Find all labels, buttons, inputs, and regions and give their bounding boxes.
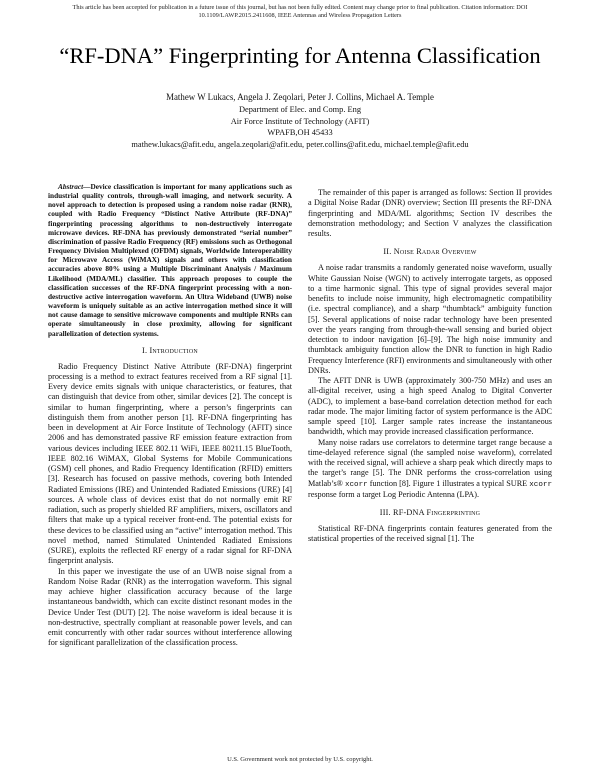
intro-paragraph-1: Radio Frequency Distinct Native Attribute (RF-DNA) fingerprint processing is a method to extract features received from a RF signal [1]. Every device emits signals with unique characteristics, or features, that can distinguish that device from other, similar devices [2]. The concept is similar to human fingerprinting, where a person’s fingerprints can distinguish them from another person [1]. RF-DNA fingerprinting has been in development at Air Force Institute of Technology (AFIT) since 2006 and has demonstrated passive RF emission feature extraction from various devices including IEEE 802.11 WiFi, IEEE 80211.15 BlueTooth, IEEE 802.16 WiMAX, Global Systems for Mobile Communications (GSM) cell phones, and Radio Frequency Identification (RFID) emitters [3]. Research has focused on passive methods, covering both Intended Radiated Emissions (IRE) and Unintended Radiated Emissions (URE) [4] sources. A whole class of devices exist that do not normally emit RF radiation, such as properly shielded RF amplifiers, mixers, oscillators and filters that make up a typical receiver front-end. The potential exists for these devices to be classified using an “active” interrogation method. This novel method, named Stimulated Unintended Radiated Emissions (SURE), exploits the reflected RF energy of a radar signal for RF-DNA fingerprint analysis. xyxy=(48,361,292,566)
rfdna-paragraph-1: Statistical RF-DNA fingerprints contain features generated from the statistical properties of the received signal [1]. The xyxy=(308,524,552,544)
xcorr-code-1: xcorr xyxy=(344,480,368,489)
publication-notice xyxy=(4,4,596,20)
author-emails: mathew.lukacs@afit.edu, angela.zeqolari@afit.edu, peter.collins@afit.edu, michael.temple@afit.edu xyxy=(131,140,469,149)
department: Department of Elec. and Comp. Eng xyxy=(238,105,362,114)
copyright-footer: U.S. Government work not protected by U.S. copyright. xyxy=(227,756,373,763)
institute: Air Force Institute of Technology (AFIT) xyxy=(230,116,370,126)
noise-p3-text-b: function [8]. Figure 1 illustrates a typical SURE xyxy=(367,478,530,488)
left-column xyxy=(48,182,292,649)
notice-line-1: This article has been accepted for publication in a future issue of this journal, but has not been fully edited. Content may change prior to final publication. Citation information: DOI xyxy=(72,4,528,11)
paper-title: “RF-DNA” Fingerprinting for Antenna Classification xyxy=(59,43,541,68)
xcorr-code-2: xcorr xyxy=(529,480,553,489)
noise-p3-text-c: response form a target Log Periodic Antenna (LPA). xyxy=(308,489,479,499)
noise-paragraph-2: The AFIT DNR is UWB (approximately 300-750 MHz) and uses an all-digital receiver, using a high speed Analog to Digital Converter (ADC), to implement a base-band correlation detection method for each radar mode. The major limiting factor of system performance is the ADC sample speed [10]. Larger sample rates increase the instantaneous bandwidth, which may provide increased classification performance. xyxy=(308,376,552,437)
noise-paragraph-3 xyxy=(308,438,552,501)
noise-p3-text-a: Many noise radars use correlators to determine target range because a time-delayed reference signal (the sampled noise waveform), correlated with the received signal, will achieve a sharp peak which directly maps to the target’s range [5]. The DNR performs the cross-correlation using Matlab’s® xyxy=(308,437,552,488)
notice-line-2: 10.1109/LAWP.2015.2411608, IEEE Antennas and Wireless Propagation Letters xyxy=(198,12,402,19)
location: WPAFB,OH 45433 xyxy=(267,128,333,137)
right-column xyxy=(308,182,552,545)
author-list: Mathew W Lukacs, Angela J. Zeqolari, Peter J. Collins, Michael A. Temple xyxy=(166,92,434,102)
abstract-label: Abstract xyxy=(58,182,84,191)
section-heading-rf-dna: III. RF-DNA Fingerprinting xyxy=(379,508,481,517)
noise-paragraph-1: A noise radar transmits a randomly generated noise waveform, usually White Gaussian Noise (WGN) to actively interrogate targets, as opposed to a time harmonic signal. This type of signal provides several major benefits to include noise immunity, high electromagnetic compatibility (i.e. spectral compliance), and a sharp “thumbtack” ambiguity function [5]. Several applications of noise radar technology have been presented over the years ranging from through-the-wall sensing and buried object detection to indoor navigation [6]–[9]. The high noise immunity and thumbtack ambiguity function allow the DNR to function in high Radio Frequency Interference (RFI) environments and simultaneously with other DNRs. xyxy=(308,263,552,375)
section-heading-noise-radar: II. Noise Radar Overview xyxy=(383,247,477,257)
abstract-text: —Device classification is important for many applications such as industrial quality controls, through-wall imaging, and network security. A novel approach to detection is proposed using a random noise radar (RNR), coupled with Radio Frequency “Distinct Native Attribute (RF-DNA)” fingerprinting processing algorithms to non-destructively interrogate microwave devices. RF-DNA has previously demonstrated “serial number” discrimination of passive Radio Frequency (RF) emissions such as Orthogonal Frequency Division Multiplexed (OFDM) signals, Worldwide Interoperability for Microwave Access (WiMAX) signals and others with classification accuracies above 80% using a Multiple Discriminant Analysis / Maximum Likelihood (MDA/ML) classifier. This approach proposes to couple the classification successes of the RF-DNA fingerprint processing with a non-destructive active interrogation waveform. An Ultra Wideband (UWB) noise waveform is uniquely suitable as an active interrogation method since it will not cause damage to sensitive microwave components and multiple RNRs can operate simultaneously in close proximity, allowing for significant parallelization of detection systems. xyxy=(48,182,292,338)
intro-paragraph-3: The remainder of this paper is arranged as follows: Section II provides a Digital Noise Radar (DNR) overview; Section III presents the RF-DNA fingerprinting and MDA/ML algorithms; Section IV describes the demonstration methodology; and Section V analyzes the classification results. xyxy=(308,188,552,238)
intro-paragraph-2: In this paper we investigate the use of an UWB noise signal from a Random Noise Radar (RNR) as the interrogation waveform. This signal may achieve higher classification accuracy because of the large instantaneous bandwidth, which can excite distinct resonant modes in the Device Under Test (DUT) [2]. The noise waveform is ideal because it is non-destructive, spectrally compliant at reasonable power levels, and can emit concurrently with other radar sources without interference allowing for significant parallelization of the classification process. xyxy=(48,566,292,648)
abstract xyxy=(48,182,292,338)
section-heading-introduction: I. Introduction xyxy=(142,345,198,355)
